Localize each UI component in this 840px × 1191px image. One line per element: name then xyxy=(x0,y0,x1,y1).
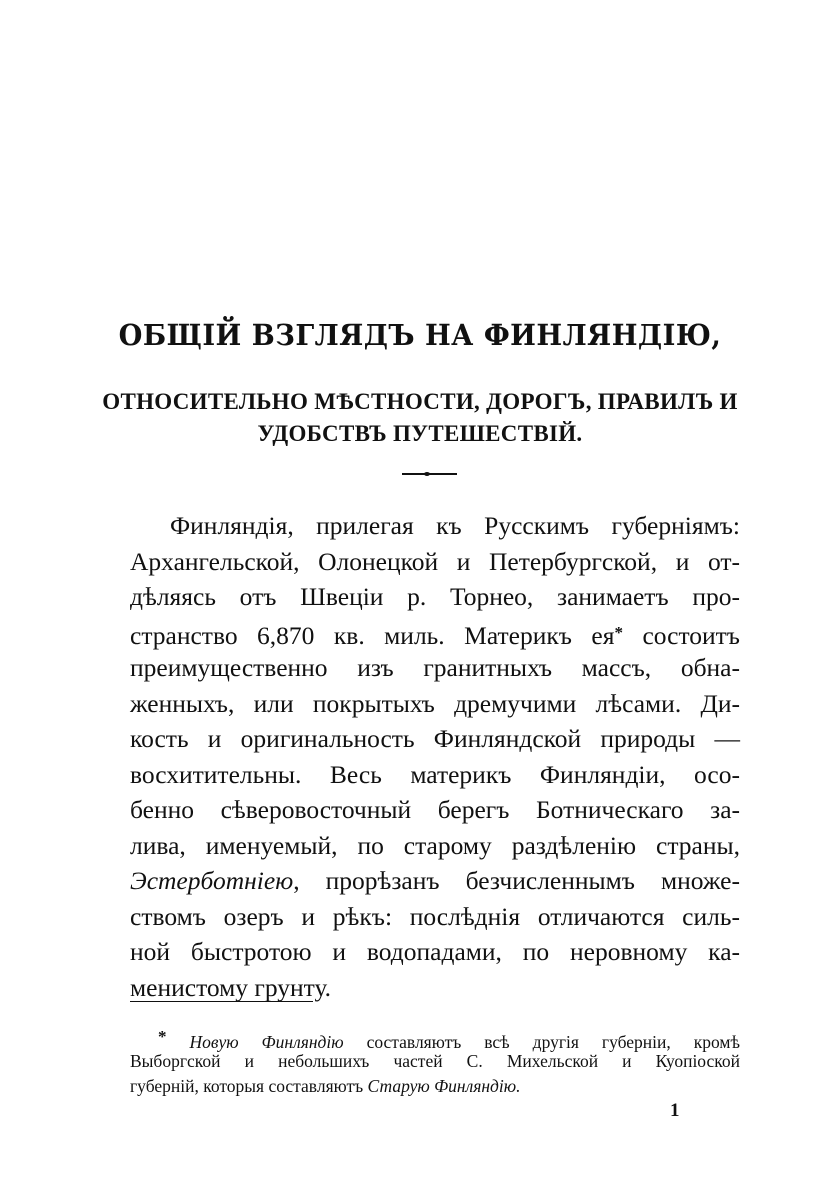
paragraph-line: ной быстротою и водопадами, по неровному ка- xyxy=(130,937,740,966)
paragraph-line: Финляндія, прилегая къ Русскимъ губерніямъ: xyxy=(170,511,740,540)
paragraph-line: женныхъ, или покрытыхъ дремучими лѣсами. Ди- xyxy=(130,688,740,718)
paragraph-line xyxy=(130,615,740,651)
paragraph-line: преимущественно изъ гранитныхъ массъ, обна- xyxy=(130,653,740,682)
footnote-text: губерній, которыя составляютъ xyxy=(130,1076,364,1096)
paragraph-line xyxy=(130,863,740,899)
paragraph-line-text: странство 6,870 кв. миль. Материкъ ея xyxy=(130,620,615,650)
page-title: ОБЩІЙ ВЗГЛЯДЪ НА ФИНЛЯНДІЮ, xyxy=(118,318,722,352)
italic-term: Эстерботніею xyxy=(130,866,294,895)
page-number: 1 xyxy=(670,1100,680,1121)
paragraph-line: Архангельской, Олонецкой и Петербургской, и от- xyxy=(130,546,740,576)
italic-term: Новую Финляндію xyxy=(189,1032,344,1052)
footnote-line xyxy=(130,1074,740,1099)
italic-term: Старую Финляндію. xyxy=(367,1076,521,1096)
subtitle-line: УДОБСТВЪ ПУТЕШЕСТВІЙ. xyxy=(257,421,583,446)
footnote-line: Выборгской и небольшихъ частей С. Михельской и Куопіоской xyxy=(130,1051,740,1071)
subtitle xyxy=(100,386,740,450)
paragraph-line: кость и оригинальность Финляндской природы — xyxy=(130,724,740,753)
footnote-reference[interactable]: * xyxy=(614,622,623,642)
paragraph-line-tail: , прорѣзанъ безчисленнымъ множе- xyxy=(293,866,740,895)
paragraph-line: лива, именуемый, по старому раздѣленію страны, xyxy=(130,830,740,860)
paragraph-line: ствомъ озеръ и рѣкъ: послѣднія отличаются силь- xyxy=(130,901,740,931)
paragraph-line-tail: состоитъ xyxy=(642,620,740,650)
footnote-text: составляютъ всѣ другія губерніи, кромѣ xyxy=(366,1032,740,1052)
paragraph-line: дѣляясь отъ Швеціи р. Торнео, занимаетъ про- xyxy=(130,582,740,611)
subtitle-line: ОТНОСИТЕЛЬНО МѢСТНОСТИ, ДОРОГЪ, ПРАВИЛЪ И xyxy=(102,389,738,414)
footnote-mark: * xyxy=(158,1027,167,1046)
main-paragraph xyxy=(130,508,740,1005)
footnote-line xyxy=(130,1024,740,1052)
section-divider xyxy=(402,473,457,475)
paragraph-line: бенно сѣверовосточный берегъ Ботническаго за- xyxy=(130,795,740,824)
footnote xyxy=(130,1024,740,1099)
footnote-divider xyxy=(130,1001,313,1002)
paragraph-line: менистому грунту. xyxy=(130,972,332,1002)
paragraph-line: восхитительны. Весь материкъ Финляндіи, осо- xyxy=(130,759,740,789)
